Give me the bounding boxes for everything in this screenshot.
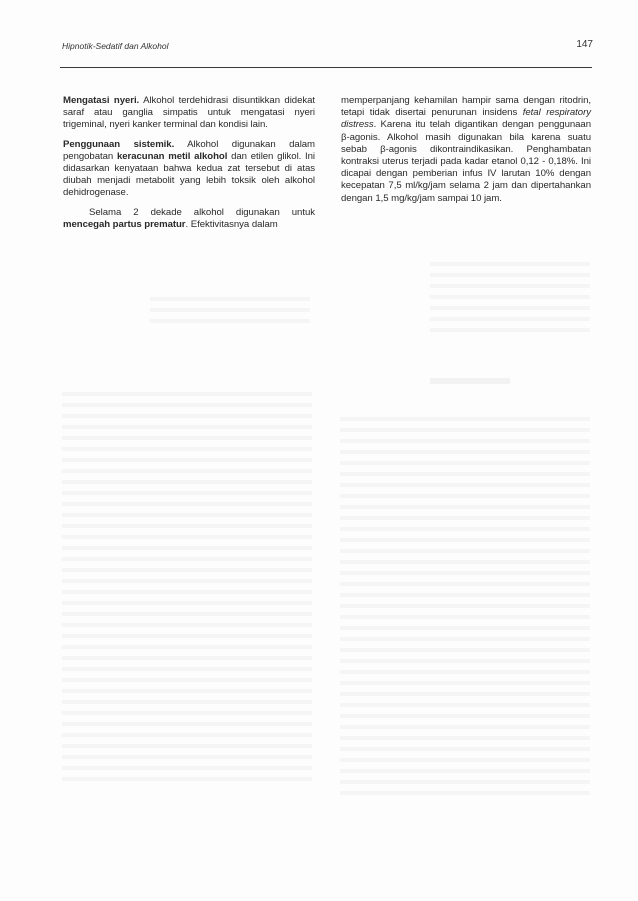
right-column: [341, 95, 591, 205]
paragraph-text: . Karena itu telah digantikan dengan penggunaan β-agonis. Alkohol masih digunakan bila karena suatu sebab β-agonis dikontraindikasikan. Penghambatan kontraksi uterus terjadi pada kadar etanol 0,12 - 0,18%. Ini dicapai dengan pemberian infus IV larutan 10% dengan kecepatan 7,5 ml/kg/jam selama 2 jam dan dipertahankan dengan 1,5 mg/kg/jam sampai 10 jam.: [341, 119, 591, 204]
emphasis-text: mencegah partus prematur: [63, 218, 186, 230]
paragraph-systemic-use: [63, 139, 315, 200]
paragraph-premature-labor: [63, 207, 315, 231]
reverse-side-show-through: [62, 385, 312, 785]
paragraph-text: Alkohol digunakan dalam pengobatan: [63, 138, 315, 162]
running-title: Hipnotik-Sedatif dan Alkohol: [62, 41, 169, 51]
reverse-side-show-through: [430, 378, 510, 384]
page-number: 147: [576, 39, 593, 50]
paragraph-continuation: [341, 95, 591, 205]
reverse-side-show-through: [430, 255, 590, 335]
paragraph-text: Selama 2 dekade alkohol digunakan untuk: [89, 206, 315, 218]
reverse-side-show-through: [340, 410, 590, 800]
paragraph-text: memperpanjang kehamilan hampir sama dengan ritodrin, tetapi tidak disertai penurunan insidens: [341, 95, 591, 119]
paragraph-text: dan etilen glikol. Ini didasarkan kenyataan bahwa kedua zat tersebut di atas diubah menjadi metabolit yang lebih toksik oleh alkohol dehidrogenase.: [63, 150, 315, 199]
left-column: [63, 95, 315, 231]
header-rule: [60, 67, 592, 68]
paragraph-text: Alkohol terdehidrasi disuntikkan didekat saraf atau ganglia simpatis untuk mengatasi nyeri trigeminal, nyeri kanker terminal dan kondisi lain.: [63, 95, 315, 131]
emphasis-text: keracunan metil alkohol: [116, 150, 228, 162]
paragraph-heading: Penggunaan sistemik.: [63, 138, 175, 150]
reverse-side-show-through: [150, 290, 310, 330]
paragraph-text: . Efektivitasnya dalam: [185, 218, 278, 230]
paragraph-pain-relief: [63, 95, 315, 132]
paragraph-heading: Mengatasi nyeri.: [63, 95, 140, 106]
italic-term: fetal respiratory distress: [341, 107, 591, 131]
